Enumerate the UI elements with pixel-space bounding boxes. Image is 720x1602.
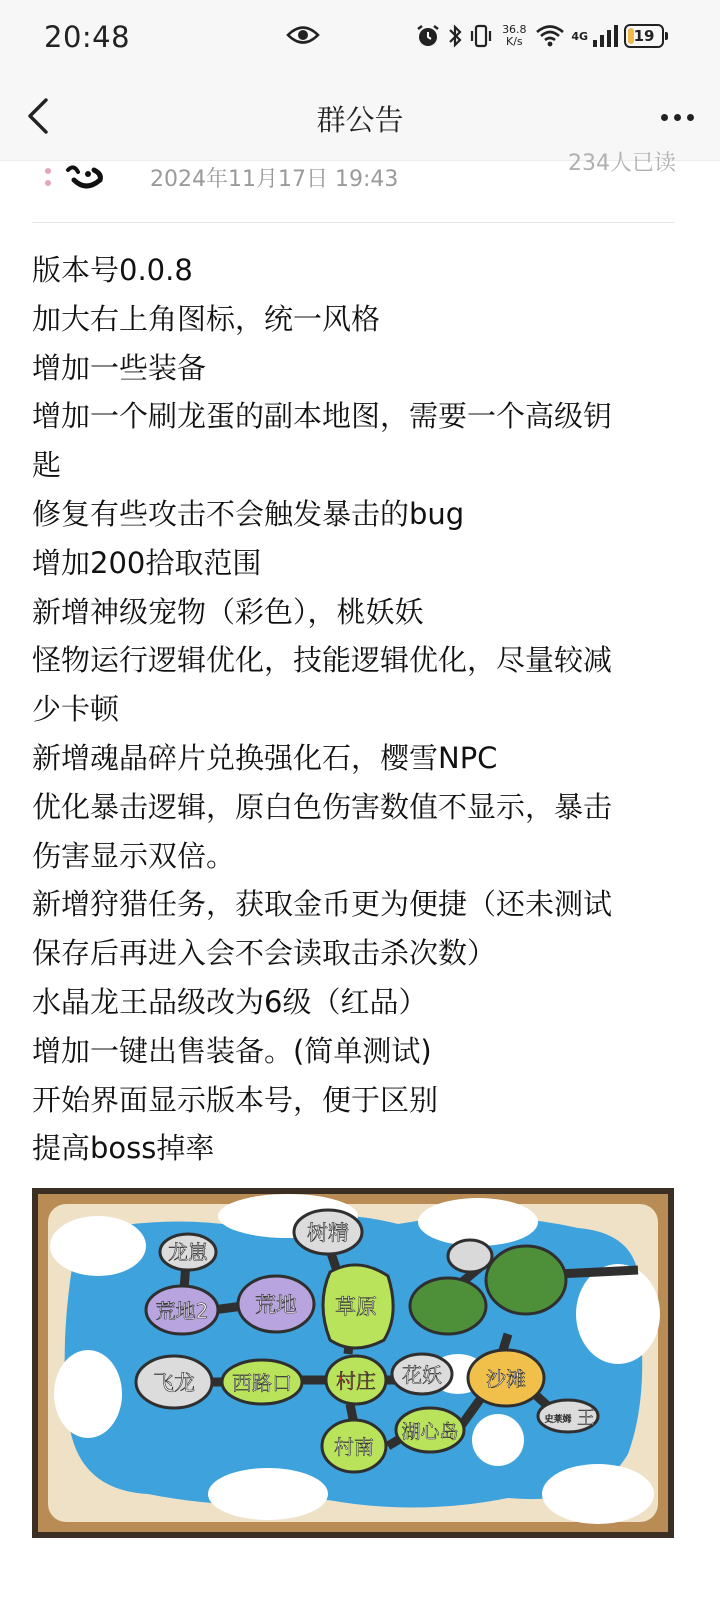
map-label-cunnan: 村南 <box>334 1435 374 1459</box>
announcement-line: 增加一键出售装备。(简单测试) <box>32 1033 432 1068</box>
map-label-feilong: 飞龙 <box>153 1371 195 1395</box>
alarm-icon <box>415 23 441 49</box>
announcement-line: 开始界面显示版本号，便于区别 <box>32 1082 439 1117</box>
map-label-xilukou: 西路口 <box>232 1371 292 1395</box>
map-label-shujing: 树精 <box>307 1221 349 1245</box>
more-options-button[interactable] <box>652 100 702 134</box>
dot-icon <box>661 114 668 121</box>
announcement-body <box>32 246 672 1173</box>
page-title: 群公告 <box>316 103 404 137</box>
signal-icon <box>592 23 618 49</box>
map-label-huangdi2: 荒地2 <box>155 1299 209 1323</box>
announcement-line: 新增魂晶碎片兑换强化石，樱雪NPC <box>32 740 498 775</box>
announcement-line: 保存后再进入会不会读取击杀次数） <box>32 936 497 971</box>
announcement-line: 伤害显示双倍。 <box>32 838 236 873</box>
net-speed-value: 36.8 <box>502 23 527 36</box>
map-label-huangdi: 荒地 <box>255 1293 297 1317</box>
announcement-line: 增加一个刷龙蛋的副本地图，需要一个高级钥 <box>32 399 613 434</box>
announcement-line: 增加一些装备 <box>32 350 207 385</box>
status-time: 20:48 <box>44 20 131 54</box>
map-label-shatan: 沙滩 <box>486 1367 526 1391</box>
announcement-line: 新增神级宠物（彩色），桃妖妖 <box>32 594 424 629</box>
post-timestamp: 2024年11月17日 19:43 <box>150 167 399 192</box>
dot-icon <box>674 114 681 121</box>
map-parchment <box>38 1194 668 1532</box>
dot-icon <box>687 114 694 121</box>
status-icons <box>415 18 664 54</box>
map-illustration <box>38 1194 668 1532</box>
announcement-line: 水晶龙王品级改为6级（红品） <box>32 984 428 1019</box>
announcement-line: 优化暴击逻辑，原白色伤害数值不显示，暴击 <box>32 789 613 824</box>
battery-level: 19 <box>633 27 655 45</box>
map-label-wang-prefix: 史莱姆 <box>544 1415 572 1425</box>
network-type: 4G <box>571 29 588 43</box>
announcement-line: 新增狩猎任务，获取金币更为便捷（还未测试 <box>32 887 613 922</box>
divider <box>32 222 674 223</box>
announcement-line: 提高boss掉率 <box>32 1131 215 1166</box>
read-count[interactable]: 234人已读 <box>568 151 676 176</box>
map-label-wang: 王 <box>577 1408 595 1429</box>
announcement-line: 少卡顿 <box>32 692 120 727</box>
battery-tip <box>665 32 668 40</box>
announcement-line: 怪物运行逻辑优化，技能逻辑优化，尽量较减 <box>32 643 613 678</box>
announcement-line: 修复有些攻击不会触发暴击的bug <box>32 496 465 531</box>
map-label-huxindao: 湖心岛 <box>401 1421 459 1443</box>
announcement-line: 版本号0.0.8 <box>32 253 193 287</box>
announcement-line: 增加200拾取范围 <box>32 545 262 580</box>
battery-icon <box>624 24 664 48</box>
avatar[interactable] <box>40 160 110 198</box>
map-label-cunzhuang: 村庄 <box>336 1369 376 1393</box>
vibrate-icon <box>469 23 493 49</box>
announcement-line: 匙 <box>32 448 62 483</box>
eye-icon <box>286 22 320 52</box>
net-speed <box>499 24 529 48</box>
map-label-caoyuan: 草原 <box>335 1295 377 1319</box>
post-meta <box>0 151 720 224</box>
game-map-image[interactable] <box>32 1188 674 1538</box>
wifi-icon <box>535 23 565 49</box>
net-speed-unit: K/s <box>505 35 523 48</box>
map-label-longku: 龙崽 <box>168 1240 208 1264</box>
announcement-line: 加大右上角图标，统一风格 <box>32 301 381 336</box>
status-bar <box>0 0 720 74</box>
map-label-huayao: 花妖 <box>402 1363 442 1387</box>
bluetooth-icon <box>447 23 463 49</box>
